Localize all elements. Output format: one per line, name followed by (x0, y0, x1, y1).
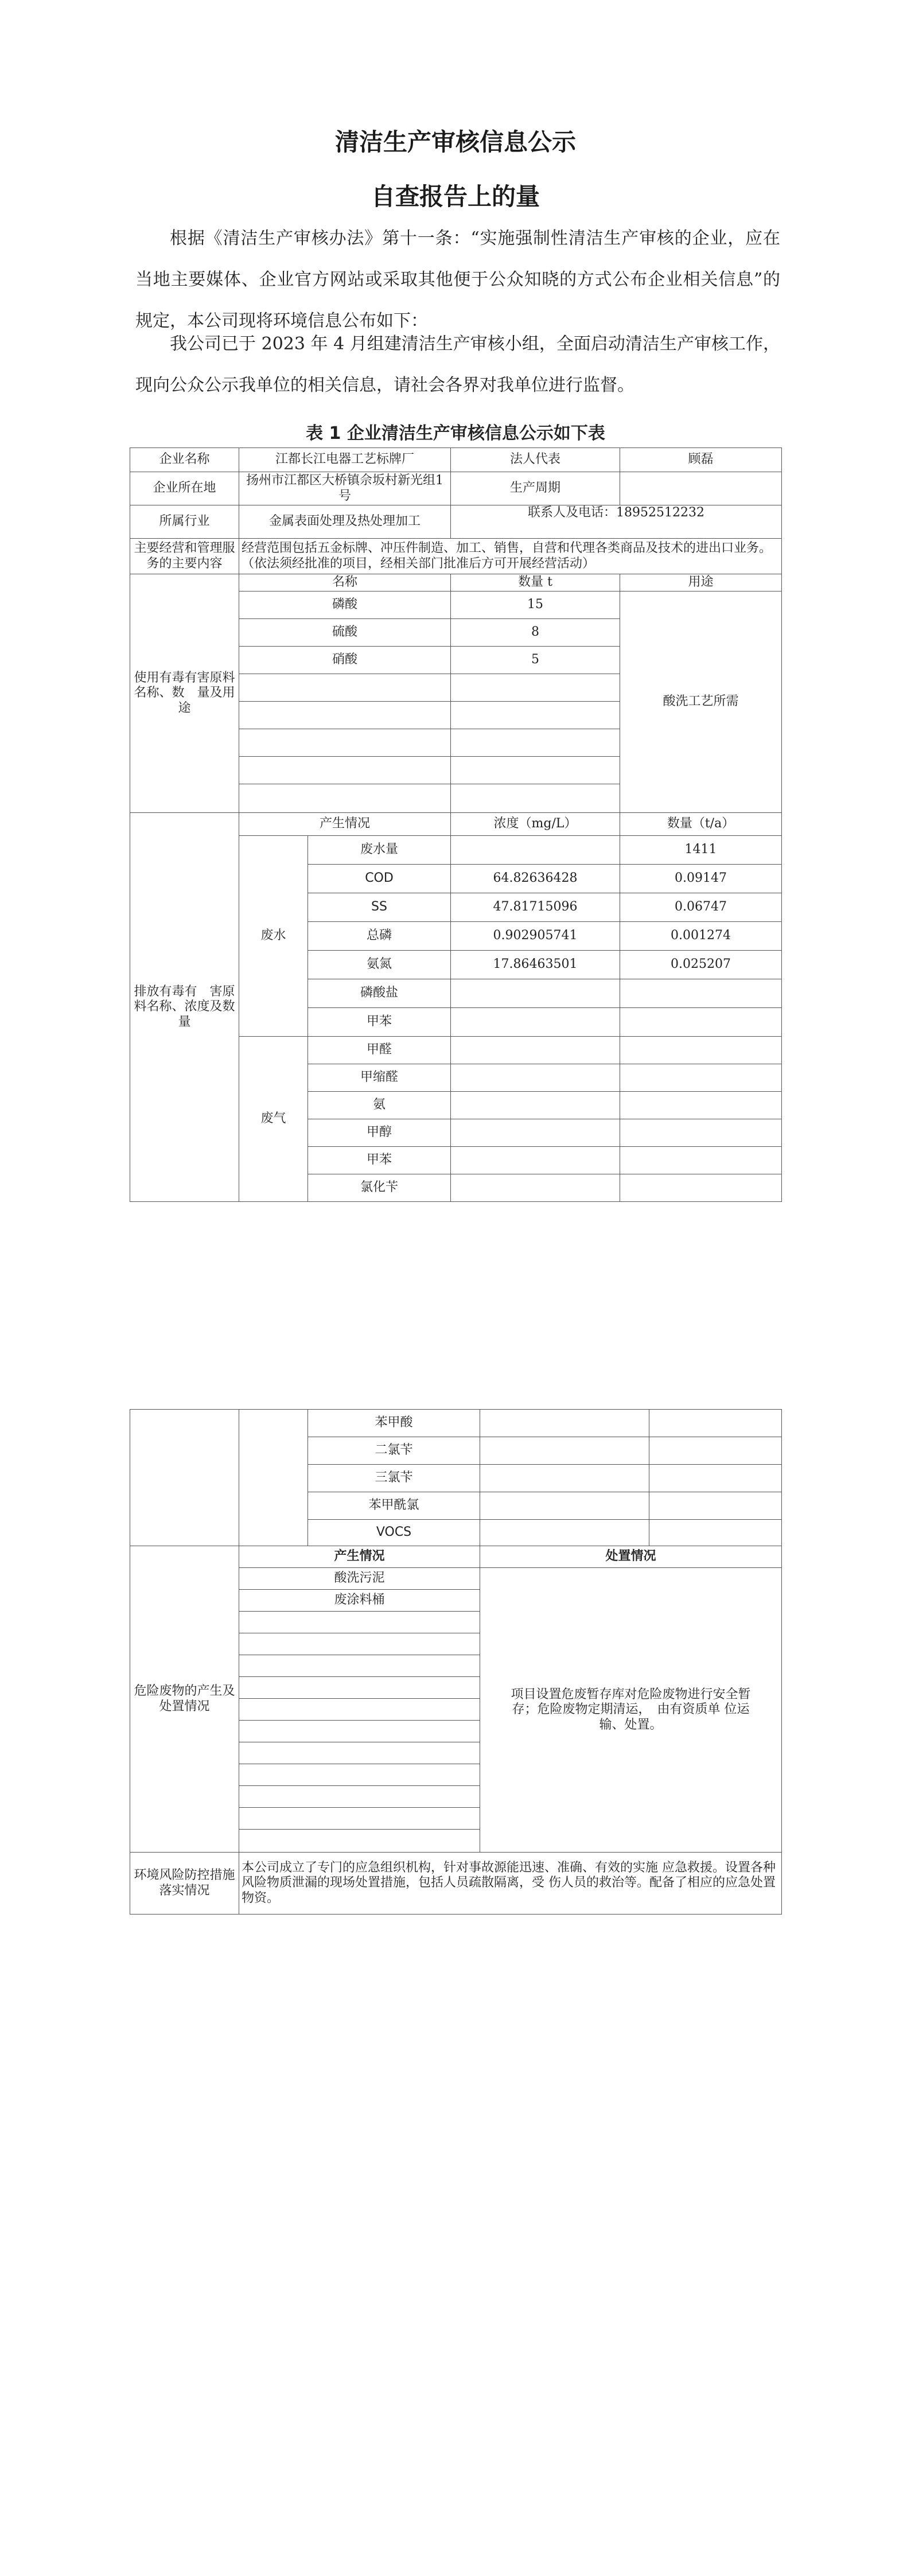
industry-label: 所属行业 (130, 505, 239, 539)
col-dispose: 处置情况 (480, 1546, 782, 1568)
pollutant-name: 总磷 (308, 922, 451, 951)
industry: 金属表面处理及热处理加工 (239, 505, 451, 539)
address: 扬州市江都区大桥镇佘坂村新光组1号 (239, 472, 451, 505)
risk-label: 环境风险防控措施落实情况 (130, 1853, 239, 1915)
table-row (130, 1853, 782, 1915)
table-row (130, 1410, 782, 1437)
pollutant-qty: 0.025207 (620, 951, 782, 979)
pollutant-name: 废水量 (308, 836, 451, 865)
legal-rep-label: 法人代表 (451, 448, 620, 472)
table-row (130, 505, 782, 539)
company-name-label: 企业名称 (130, 448, 239, 472)
intro-paragraph-1: 根据《清洁生产审核办法》第十一条：“实施强制性清洁生产审核的企业，应在当地主要媒体、企业官方网站或采取其他便于公众知晓的方式公布企业相关信息”的规定，本公司现将环境信息公布如下： (135, 228, 780, 331)
pollutant-name: 甲醇 (308, 1119, 451, 1147)
table-row (130, 813, 782, 836)
material-use: 酸洗工艺所需 (620, 592, 782, 813)
cycle-label: 生产周期 (451, 472, 620, 505)
col-produce: 产生情况 (239, 1546, 480, 1568)
col-concentration: 浓度（mg/L） (451, 813, 620, 836)
col-use: 用途 (620, 574, 782, 592)
waste-gas-label: 废气 (239, 1037, 308, 1202)
disposal-text: 项目设置危废暂存库对危险废物进行安全暂存；危险废物定期清运， 由有资质单 位运输、处置。 (480, 1568, 782, 1853)
material-name: 硫酸 (239, 619, 451, 647)
address-label: 企业所在地 (130, 472, 239, 505)
pollutant-name: 甲醛 (308, 1037, 451, 1064)
risk-text: 本公司成立了专门的应急组织机构，针对事故源能迅速、准确、有效的实施 应急救援。设置各种风险物质泄漏的现场处置措施，包括人员疏散隔离，受 伤人员的救治等。配备了相应的应急处置物资。 (239, 1853, 782, 1915)
hazardous-waste-label: 危险废物的产生及处置情况 (130, 1546, 239, 1853)
pollutant-name: COD (308, 865, 451, 893)
pollutant-conc (451, 979, 620, 1008)
table-caption: 表 1 企业清洁生产审核信息公示如下表 (306, 423, 605, 443)
table-row (130, 1546, 782, 1568)
pollutant-name: 氨 (308, 1092, 451, 1119)
pollutant-qty: 0.001274 (620, 922, 782, 951)
cycle (620, 472, 782, 505)
pollutant-name: 磷酸盐 (308, 979, 451, 1008)
pollutant-name: 氨氮 (308, 951, 451, 979)
pollutant-conc: 64.82636428 (451, 865, 620, 893)
pollutant-qty (620, 979, 782, 1008)
emissions-label: 排放有毒有 害原料名称、浓度及数量 (130, 813, 239, 1202)
pollutant-conc: 0.902905741 (451, 922, 620, 951)
pollutant-qty: 1411 (620, 836, 782, 865)
pollutant-conc (451, 1008, 620, 1037)
col-material-name: 名称 (239, 574, 451, 592)
table-row (130, 472, 782, 505)
pollutant-qty: 0.09147 (620, 865, 782, 893)
pollutant-name: SS (308, 893, 451, 922)
pollutant-conc: 17.86463501 (451, 951, 620, 979)
wastewater-label: 废水 (239, 836, 308, 1037)
business-scope: 经营范围包括五金标牌、冲压件制造、加工、销售，自营和代理各类商品及技术的进出口业务。（依法须经批准的项目，经相关部门批准后方可开展经营活动） (239, 539, 782, 574)
waste-item: 废涂料桶 (239, 1590, 480, 1612)
pollutant-qty: 0.06747 (620, 893, 782, 922)
table-row (130, 574, 782, 592)
table-row (130, 539, 782, 574)
scope-label: 主要经营和管理服务的主要内容 (130, 539, 239, 574)
table-row (130, 448, 782, 472)
material-qty: 5 (451, 647, 620, 674)
company-name: 江都长江电器工艺标牌厂 (239, 448, 451, 472)
material-qty: 15 (451, 592, 620, 619)
pollutant-qty (620, 1008, 782, 1037)
pollutant-name: 苯甲酰氯 (308, 1492, 480, 1520)
toxic-materials-label: 使用有毒有害原料名称、数 量及用途 (130, 574, 239, 813)
material-name: 磷酸 (239, 592, 451, 619)
pollutant-conc: 47.81715096 (451, 893, 620, 922)
pollutant-name: 甲缩醛 (308, 1064, 451, 1092)
waste-item: 酸洗污泥 (239, 1568, 480, 1590)
material-name: 硝酸 (239, 647, 451, 674)
pollutant-name: 三氯苄 (308, 1465, 480, 1492)
info-table-part-1 (130, 448, 782, 1202)
pollutant-name: 甲苯 (308, 1147, 451, 1174)
col-quantity: 数量 t (451, 574, 620, 592)
pollutant-name: 甲苯 (308, 1008, 451, 1037)
page-title: 清洁生产审核信息公示 (334, 128, 576, 156)
pollutant-name: 二氯苄 (308, 1437, 480, 1465)
contact: 联系人及电话：18952512232 (451, 505, 782, 539)
pollutant-name: VOCS (308, 1520, 480, 1546)
info-table-part-2 (130, 1409, 782, 1915)
intro-paragraph-2: 我公司已于 2023 年 4 月组建清洁生产审核小组，全面启动清洁生产审核工作，现向公众公示我单位的相关信息，请社会各界对我单位进行监督。 (135, 334, 780, 395)
col-situation: 产生情况 (239, 813, 451, 836)
pollutant-conc (451, 836, 620, 865)
legal-rep: 顾磊 (620, 448, 782, 472)
col-amount: 数量（t/a） (620, 813, 782, 836)
report-subtitle: 自查报告上的量 (371, 182, 540, 211)
pollutant-name: 氯化苄 (308, 1174, 451, 1202)
material-qty: 8 (451, 619, 620, 647)
pollutant-name: 苯甲酸 (308, 1410, 480, 1437)
